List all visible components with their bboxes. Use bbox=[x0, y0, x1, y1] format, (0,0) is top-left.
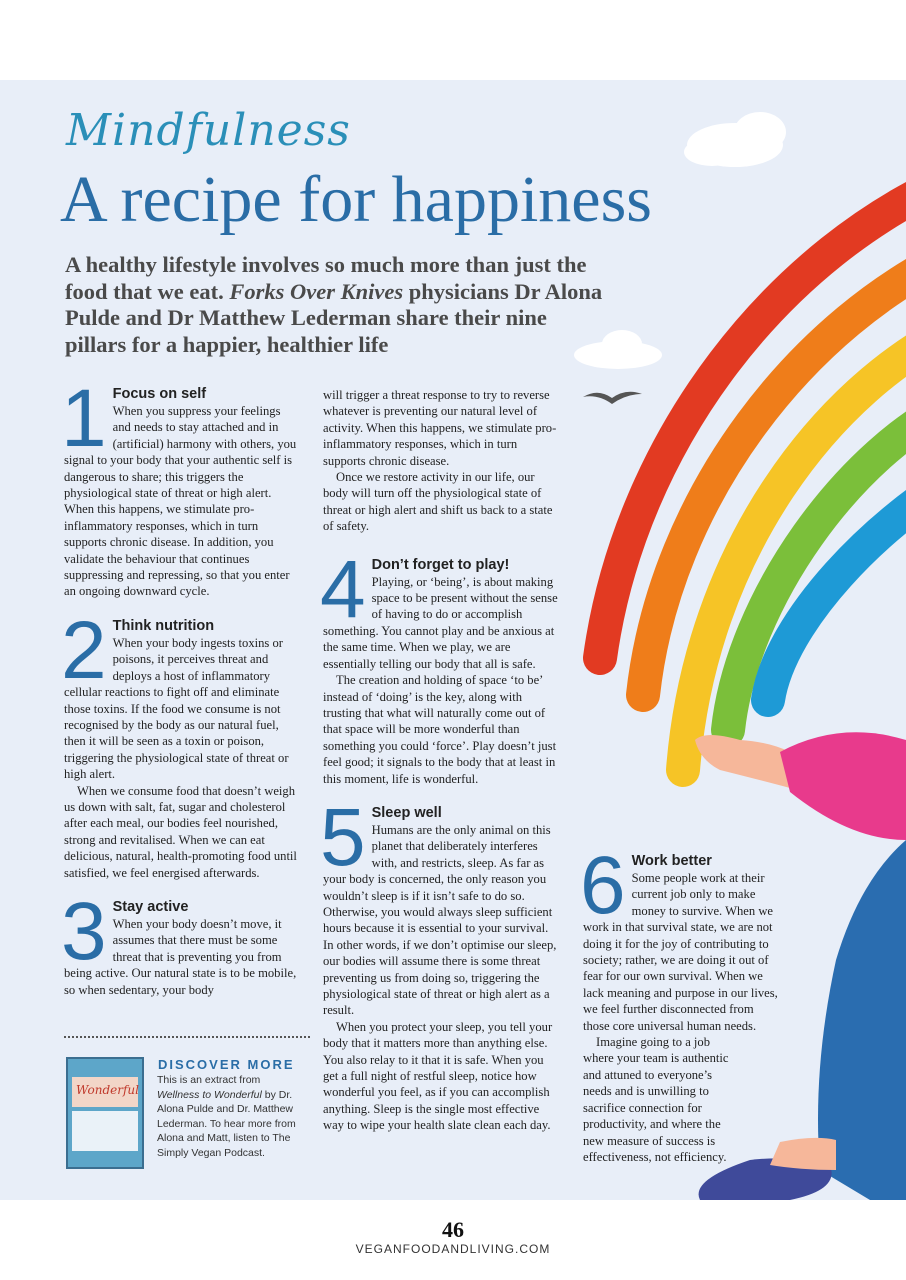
website-url[interactable]: VEGANFOODANDLIVING.COM bbox=[355, 1242, 551, 1256]
section-number: 5 bbox=[320, 791, 366, 883]
column-1 bbox=[61, 373, 300, 998]
paragraph: Some people work at their current job only to make money to survive. When we work in that survival state, we are not doing it for the joy of contributing to society; rather, we are doing it out of fear for our own survival. When we lack meaning and purpose in our lives, we feel further disconnected from those core universal human needs. bbox=[583, 871, 778, 1033]
paragraph: When you suppress your feelings and needs to stay attached and in (artificial) harmony with others, you signal to your body that your authentic self is dangerous to share; this triggers the physiological state of threat or high alert. When this happens, we stimulate pro-inflammatory responses, which in turn supports chronic disease. In addition, you validate the behaviour that continues suppressing and repressing, so that you enter an ongoing downward cycle. bbox=[64, 404, 297, 599]
section-number: 3 bbox=[61, 885, 107, 977]
section-number: 6 bbox=[580, 840, 626, 931]
section-3 bbox=[61, 885, 300, 998]
section-kicker: Mindfulness bbox=[66, 105, 351, 156]
section-number: 4 bbox=[320, 543, 366, 635]
discover-heading: DISCOVER MORE bbox=[158, 1057, 295, 1072]
standfirst: A healthy lifestyle involves so much more than just the food that we eat. Forks Over Knives physicians Dr Alona Pulde and Dr Matthew Lederman share their nine pillars for a happier, healthier life bbox=[65, 252, 603, 357]
article-title: A recipe for happiness bbox=[60, 163, 652, 236]
page-number: 46 bbox=[442, 1217, 464, 1242]
paragraph: Humans are the only animal on this planet that deliberately interferes with, and restricts, sleep. As far as your body is concerned, the only reason you wouldn’t sleep is if it isn’t safe to do so. Otherwise, you would always sleep sufficient hours because it is essential to your survival. In other words, if we don’t optimise our sleep, our bodies will assume there is some threat preventing us from doing so, triggering the physiological state of threat or high alert as a result. bbox=[323, 822, 557, 1018]
book-cover bbox=[66, 1057, 144, 1169]
paragraph: When your body ingests toxins or poisons, it perceives threat and deploys a host of inflammatory cellular reactions to fight off and eliminate those toxins. If the food we consume is not recognised by the body as our natural fuel, then it will be seen as a toxin or poison, triggering the physiological state of threat or high alert. bbox=[64, 635, 289, 782]
cloud-icon bbox=[684, 112, 786, 167]
section-6 bbox=[580, 840, 783, 1165]
section-2 bbox=[61, 604, 300, 881]
section-5 bbox=[320, 791, 559, 1134]
paragraph: When we consume food that doesn’t weigh us down with salt, fat, sugar and cholesterol after each meal, our bodies feel nourished, strong and revitalised. When we can eat delicious, natural, health-promoting food until satisfied, we feel energised afterwards. bbox=[64, 783, 297, 880]
paragraph: The creation and holding of space ‘to be’ instead of ‘doing’ is the key, along with trusting that what will naturally come out of that space will be more wonderful than something you could ‘force’. Play doesn’t just feel good; it signals to the body that at least in this moment, life is wonderful. bbox=[323, 673, 557, 786]
bird-icon bbox=[583, 392, 642, 404]
section-heading: Stay active bbox=[112, 898, 189, 915]
rainbow-arcs bbox=[600, 175, 906, 770]
pink-sleeve bbox=[780, 732, 906, 840]
paragraph: When you protect your sleep, you tell your body that it matters more than anything else. You also relay to it that it is safe. When you get a full night of restful sleep, notice how wonderful you feel, as if you can accomplish anything. Sleep is the single most effective way to wipe your health slate clean each day. bbox=[323, 1019, 553, 1133]
paragraph: Once we restore activity in our life, our body will turn off the physiological state of threat or high alert and shift us back to a state of safety. bbox=[323, 470, 553, 534]
section-heading: Sleep well bbox=[371, 804, 442, 821]
column-3 bbox=[580, 840, 783, 1165]
section-heading: Work better bbox=[631, 853, 712, 869]
section-1 bbox=[61, 373, 300, 600]
hand bbox=[695, 735, 790, 788]
section-4 bbox=[320, 543, 559, 787]
column-2 bbox=[320, 387, 559, 1134]
discover-more-box bbox=[64, 1055, 314, 1175]
section-heading: Don’t forget to play! bbox=[371, 556, 510, 573]
section-number: 1 bbox=[61, 373, 107, 464]
paragraph: will trigger a threat response to try to reverse whatever is preventing our natural level of activity. When this happens, we stimulate pro-inflammatory responses, which in turn supports chronic disease. bbox=[323, 388, 557, 468]
paragraph: Imagine going to a job where your team is authentic and attuned to everyone’s needs and is unwilling to sacrifice connection for productivity, and where the new measure of success is effectiveness, not efficiency. bbox=[583, 1035, 729, 1164]
paragraph: Playing, or ‘being’, is about making space to be present without the sense of having to do or accomplish something. You cannot play and be anxious at the same time. When we play, we are essentially telling our body that all is safe. bbox=[323, 574, 558, 671]
book-cover-title: Wonderful bbox=[76, 1083, 139, 1097]
discover-text: This is an extract from Wellness to Wonderful by Dr. Alona Pulde and Dr. Matthew Lederman. To hear more from Alona and Matt, listen to The Simply Vegan Podcast. bbox=[157, 1074, 296, 1159]
paragraph: When your body doesn’t move, it assumes that there must be some threat that is preventing you from being active. Our natural state is to be mobile, so when sedentary, your body bbox=[64, 916, 297, 997]
section-number: 2 bbox=[61, 604, 107, 696]
section-heading: Focus on self bbox=[112, 386, 207, 402]
divider bbox=[64, 1036, 310, 1038]
section-heading: Think nutrition bbox=[112, 617, 215, 634]
